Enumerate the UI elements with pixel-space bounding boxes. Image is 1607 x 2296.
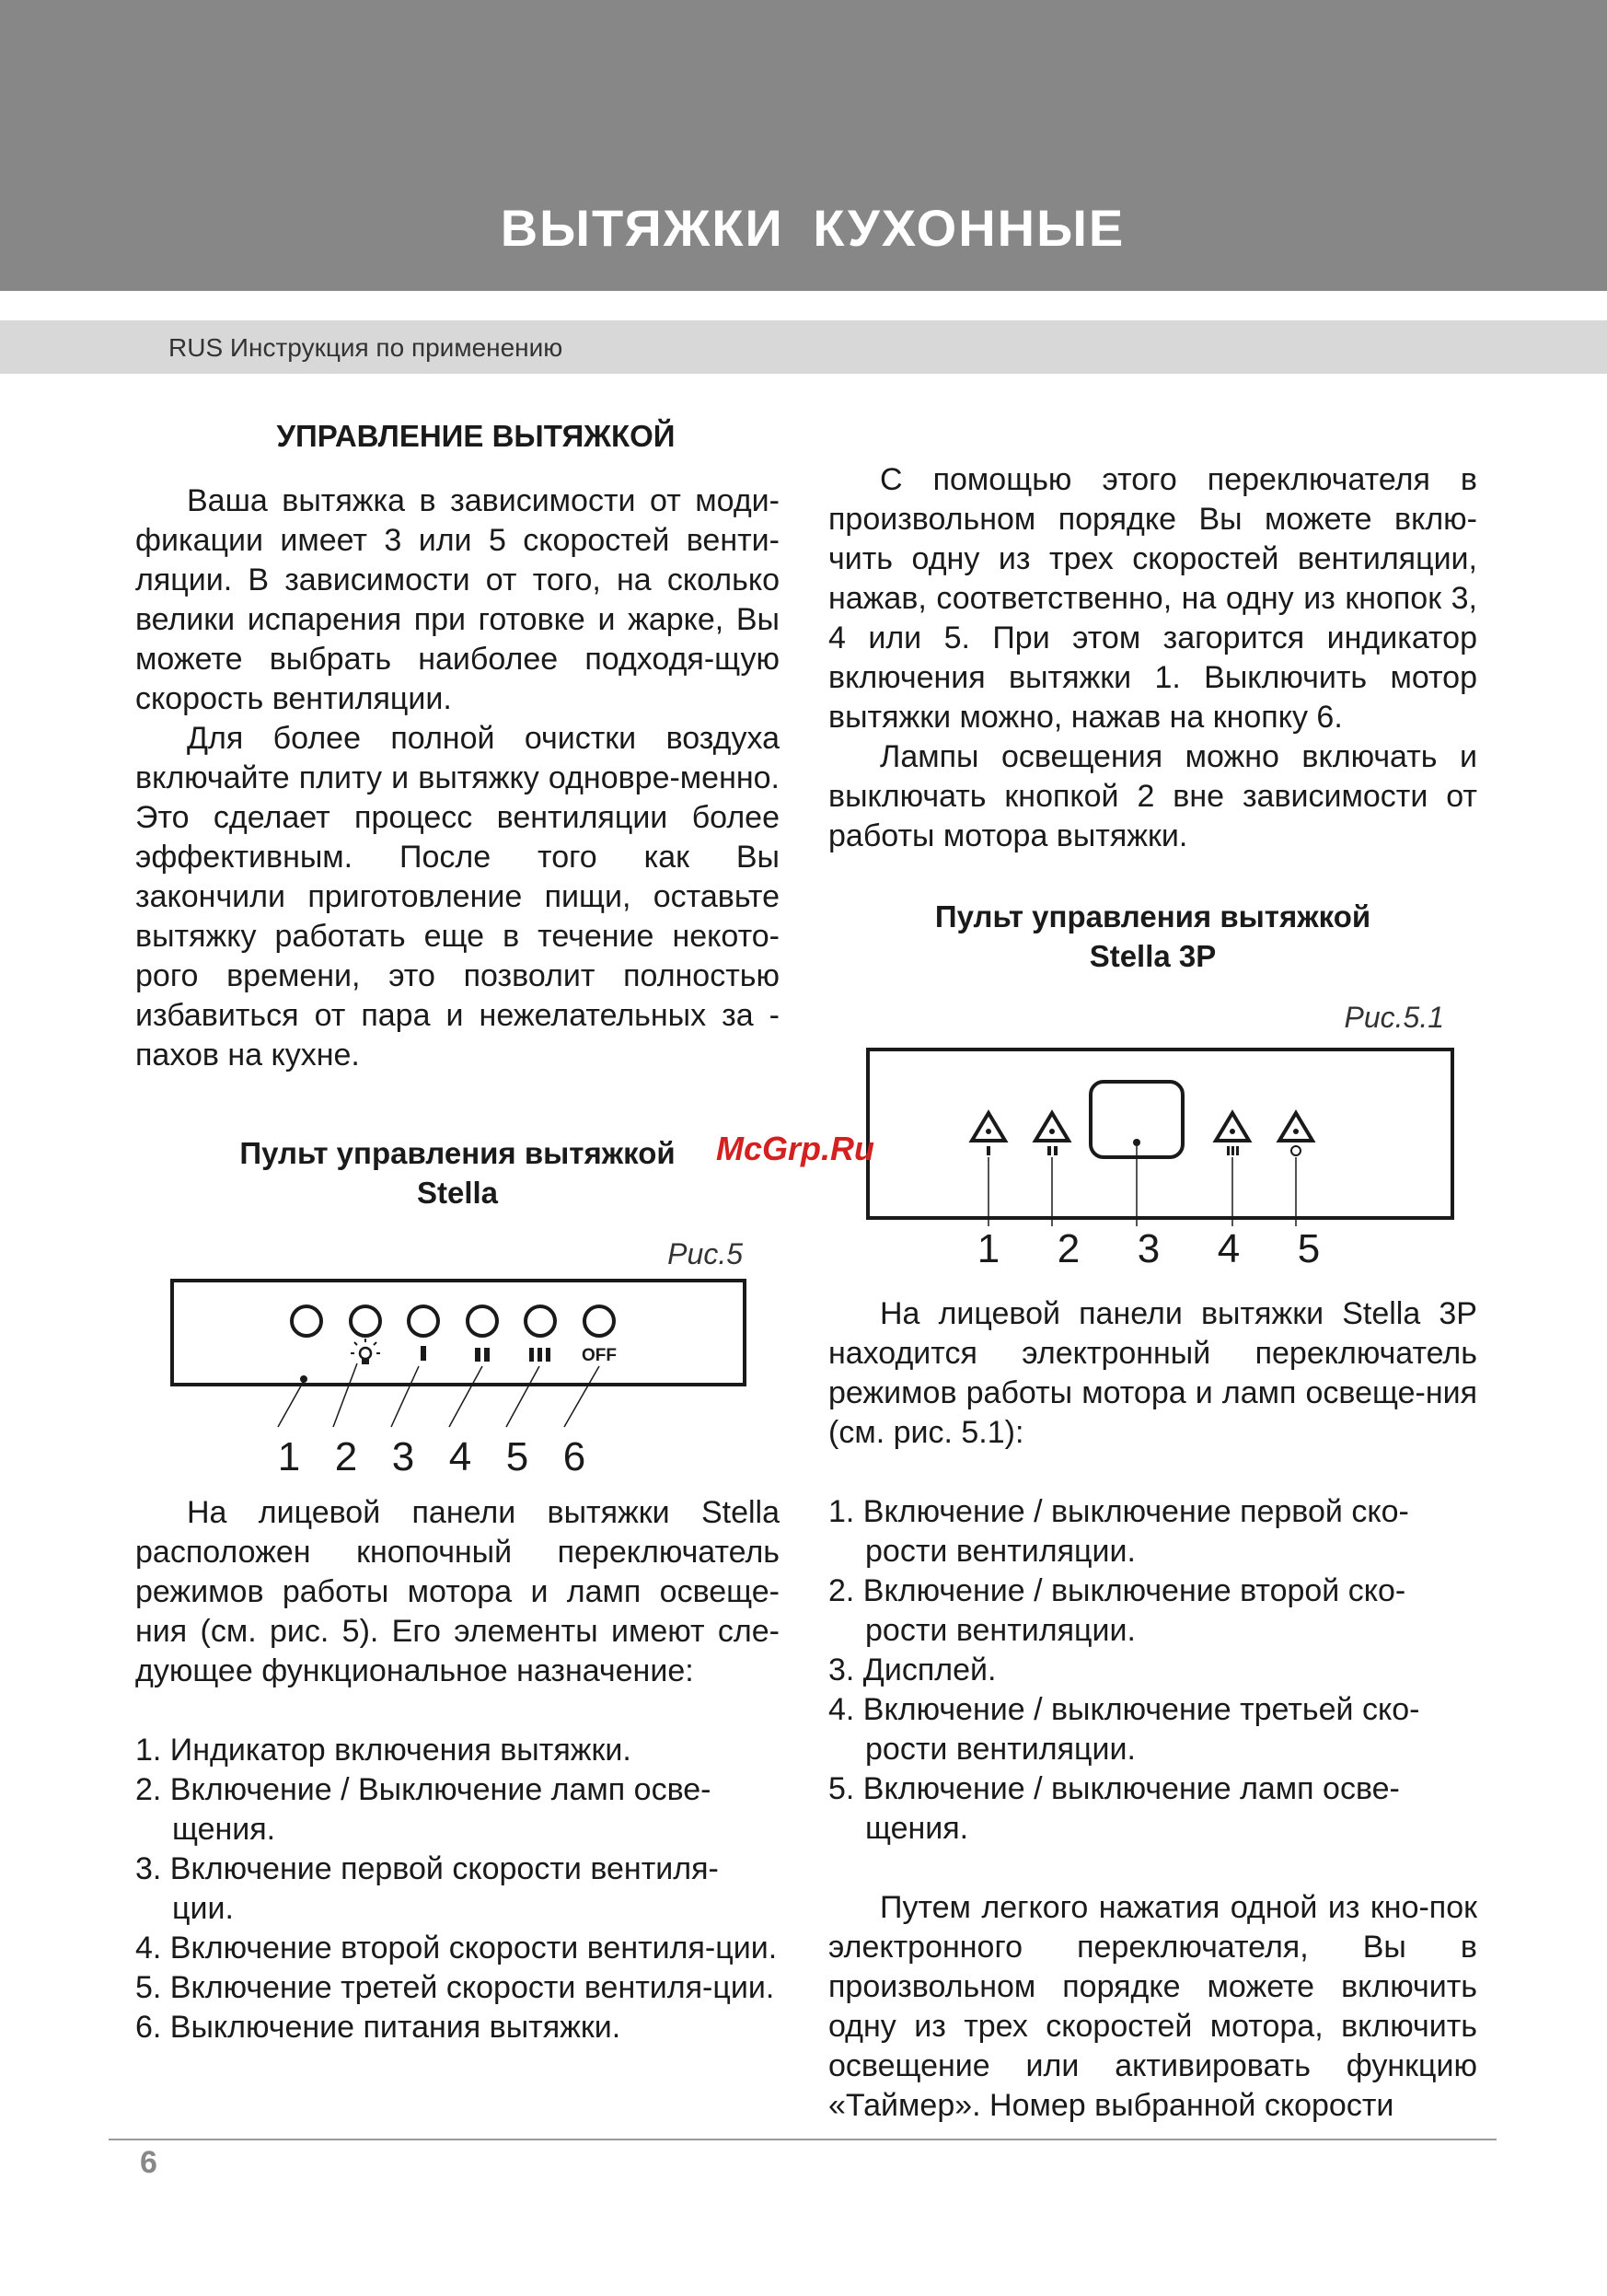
display-dot bbox=[1133, 1139, 1140, 1146]
stella3p-heading-line2: Stella 3P bbox=[1089, 939, 1217, 973]
dot-icon bbox=[1049, 1129, 1055, 1134]
fig51-number-5: 5 bbox=[1297, 1226, 1321, 1271]
left-column bbox=[135, 416, 780, 1075]
page-title: ВЫТЯЖКИ КУХОННЫЕ bbox=[500, 199, 1126, 257]
list-item: 5. Включение / выключение ламп осве-щения. bbox=[828, 1771, 1400, 1846]
right-column bbox=[828, 460, 1477, 856]
stella-control-panel-figure bbox=[156, 1270, 755, 1482]
subheader-bar bbox=[0, 320, 1607, 374]
dot-icon bbox=[1293, 1129, 1299, 1134]
list-item: 3. Включение первой скорости вентиля-ции. bbox=[135, 1851, 719, 1926]
light-bulb-icon bbox=[351, 1339, 380, 1364]
button-1 bbox=[292, 1306, 321, 1336]
fig51-number-3: 3 bbox=[1137, 1226, 1161, 1271]
panel-outline bbox=[172, 1281, 745, 1385]
list-item: 3. Дисплей. bbox=[828, 1652, 997, 1687]
list-item: 4. Включение / выключение третьей ско-рости вентиляции. bbox=[828, 1692, 1420, 1767]
subheader-text: RUS Инструкция по применению bbox=[168, 333, 563, 362]
fig5-number-1: 1 bbox=[277, 1434, 301, 1479]
stella-panel-heading bbox=[135, 1133, 780, 1274]
button-speed-2 bbox=[468, 1306, 497, 1336]
footer-divider bbox=[109, 2139, 1497, 2140]
fig5-number-6: 6 bbox=[562, 1434, 586, 1479]
right-function-list bbox=[828, 1492, 1477, 1849]
list-item: 4. Включение второй скорости вентиля-ции. bbox=[135, 1931, 778, 1966]
right-paragraph-3: На лицевой панели вытяжки Stella 3P находится электронный переключатель режимов работы мотора и ламп освеще-ния (см. рис. 5.1): bbox=[828, 1296, 1477, 1450]
button-light-icon bbox=[1279, 1113, 1312, 1141]
fig5-number-5: 5 bbox=[505, 1434, 529, 1479]
stella-heading-line2: Stella bbox=[416, 1176, 499, 1210]
fig51-number-1: 1 bbox=[977, 1226, 1000, 1271]
leader-lines bbox=[278, 1363, 599, 1427]
speed-2-icon bbox=[475, 1348, 490, 1362]
button-speed-3-icon bbox=[1216, 1113, 1249, 1141]
list-item: 1. Индикатор включения вытяжки. bbox=[135, 1733, 631, 1768]
button-light bbox=[351, 1306, 380, 1336]
header-banner bbox=[0, 0, 1607, 291]
left-paragraph-3: На лицевой панели вытяжки Stella расположен кнопочный переключатель режимов работы мотора и ламп освеще-ния (см. рис. 5). Его элементы имеют сле-дующее функциональное назначение: bbox=[135, 1495, 780, 1688]
list-item: 5. Включение третей скорости вентиля-ции. bbox=[135, 1970, 775, 2005]
right-paragraph-2: Лампы освещения можно включать и выключать кнопкой 2 вне зависимости от работы мотора вытяжки. bbox=[828, 739, 1477, 853]
dot-icon bbox=[986, 1129, 991, 1134]
list-item: 2. Включение / Выключение ламп осве-щения. bbox=[135, 1772, 711, 1847]
light-icon bbox=[1291, 1146, 1301, 1155]
button-speed-1 bbox=[409, 1306, 438, 1336]
left-function-list bbox=[135, 1731, 780, 2047]
fig5-number-3: 3 bbox=[391, 1434, 415, 1479]
stella3p-heading-line1: Пульт управления вытяжкой bbox=[934, 899, 1371, 933]
button-speed-2-icon bbox=[1035, 1113, 1069, 1141]
right-paragraph-1: С помощью этого переключателя в произвольном порядке Вы можете вклю-чить одну из трех скоростей вентиляции, нажав, соответственно, на одну из кнопок 3, 4 или 5. При этом загорится индикатор включения вытяжки 1. Выключить мотор вытяжки можно, нажав на кнопку 6. bbox=[828, 462, 1477, 735]
fig51-number-4: 4 bbox=[1217, 1226, 1241, 1271]
right-paragraph-4: Путем легкого нажатия одной из кно-пок электронного переключателя, Вы в произвольном порядке можете включить одну из трех скоростей мотора, включить освещение или активировать функцию «Таймер». Номер выбранной скорости bbox=[828, 1890, 1477, 2123]
figure-5-1-label: Рис.5.1 bbox=[1344, 1001, 1444, 1034]
off-label: OFF bbox=[582, 1346, 617, 1365]
stella-heading-line1: Пульт управления вытяжкой bbox=[239, 1136, 676, 1170]
speed-3-icon bbox=[529, 1348, 550, 1362]
button-speed-3 bbox=[526, 1306, 555, 1336]
left-paragraph-2: Для более полной очистки воздуха включайте плиту и вытяжку одновре-менно. Это сделает процесс вентиляции более эффективным. После того как Вы закончили приготовление пищи, оставьте вытяжку работать еще в течение некото-рого времени, это позволит полностью избавиться от пара и нежелательных за - пахов на кухне. bbox=[135, 721, 780, 1073]
fig51-number-2: 2 bbox=[1057, 1226, 1081, 1271]
fig5-number-2: 2 bbox=[334, 1434, 358, 1479]
list-item: 6. Выключение питания вытяжки. bbox=[135, 2010, 621, 2045]
left-paragraph-1: Ваша вытяжка в зависимости от моди-фикации имеет 3 или 5 скоростей венти-ляции. В зависимости от того, на сколько велики испарения при готовке и жарке, Вы можете выбрать наиболее подходя-щую скорость вентиляции. bbox=[135, 483, 780, 716]
watermark: McGrp.Ru bbox=[716, 1130, 875, 1167]
page-number: 6 bbox=[140, 2145, 157, 2180]
button-speed-1-icon bbox=[972, 1113, 1005, 1141]
list-item: 2. Включение / выключение второй ско-рости вентиляции. bbox=[828, 1573, 1406, 1648]
left-lower-text bbox=[135, 1493, 780, 2047]
panel-outline bbox=[868, 1049, 1452, 1218]
stella3p-control-panel-figure bbox=[856, 1036, 1463, 1275]
fig5-number-4: 4 bbox=[448, 1434, 472, 1479]
speed-1-icon bbox=[421, 1346, 426, 1361]
right-lower-text bbox=[828, 1294, 1477, 2126]
button-off bbox=[584, 1306, 614, 1336]
list-item: 1. Включение / выключение первой ско-рости вентиляции. bbox=[828, 1494, 1409, 1569]
figure-5-label: Рис.5 bbox=[667, 1237, 743, 1270]
speed-mark-icons bbox=[987, 1146, 1239, 1155]
stella3p-panel-heading bbox=[828, 897, 1477, 1038]
triangle-buttons bbox=[972, 1113, 1312, 1141]
section-heading: УПРАВЛЕНИЕ ВЫТЯЖКОЙ bbox=[276, 419, 676, 453]
dot-icon bbox=[1230, 1129, 1235, 1134]
